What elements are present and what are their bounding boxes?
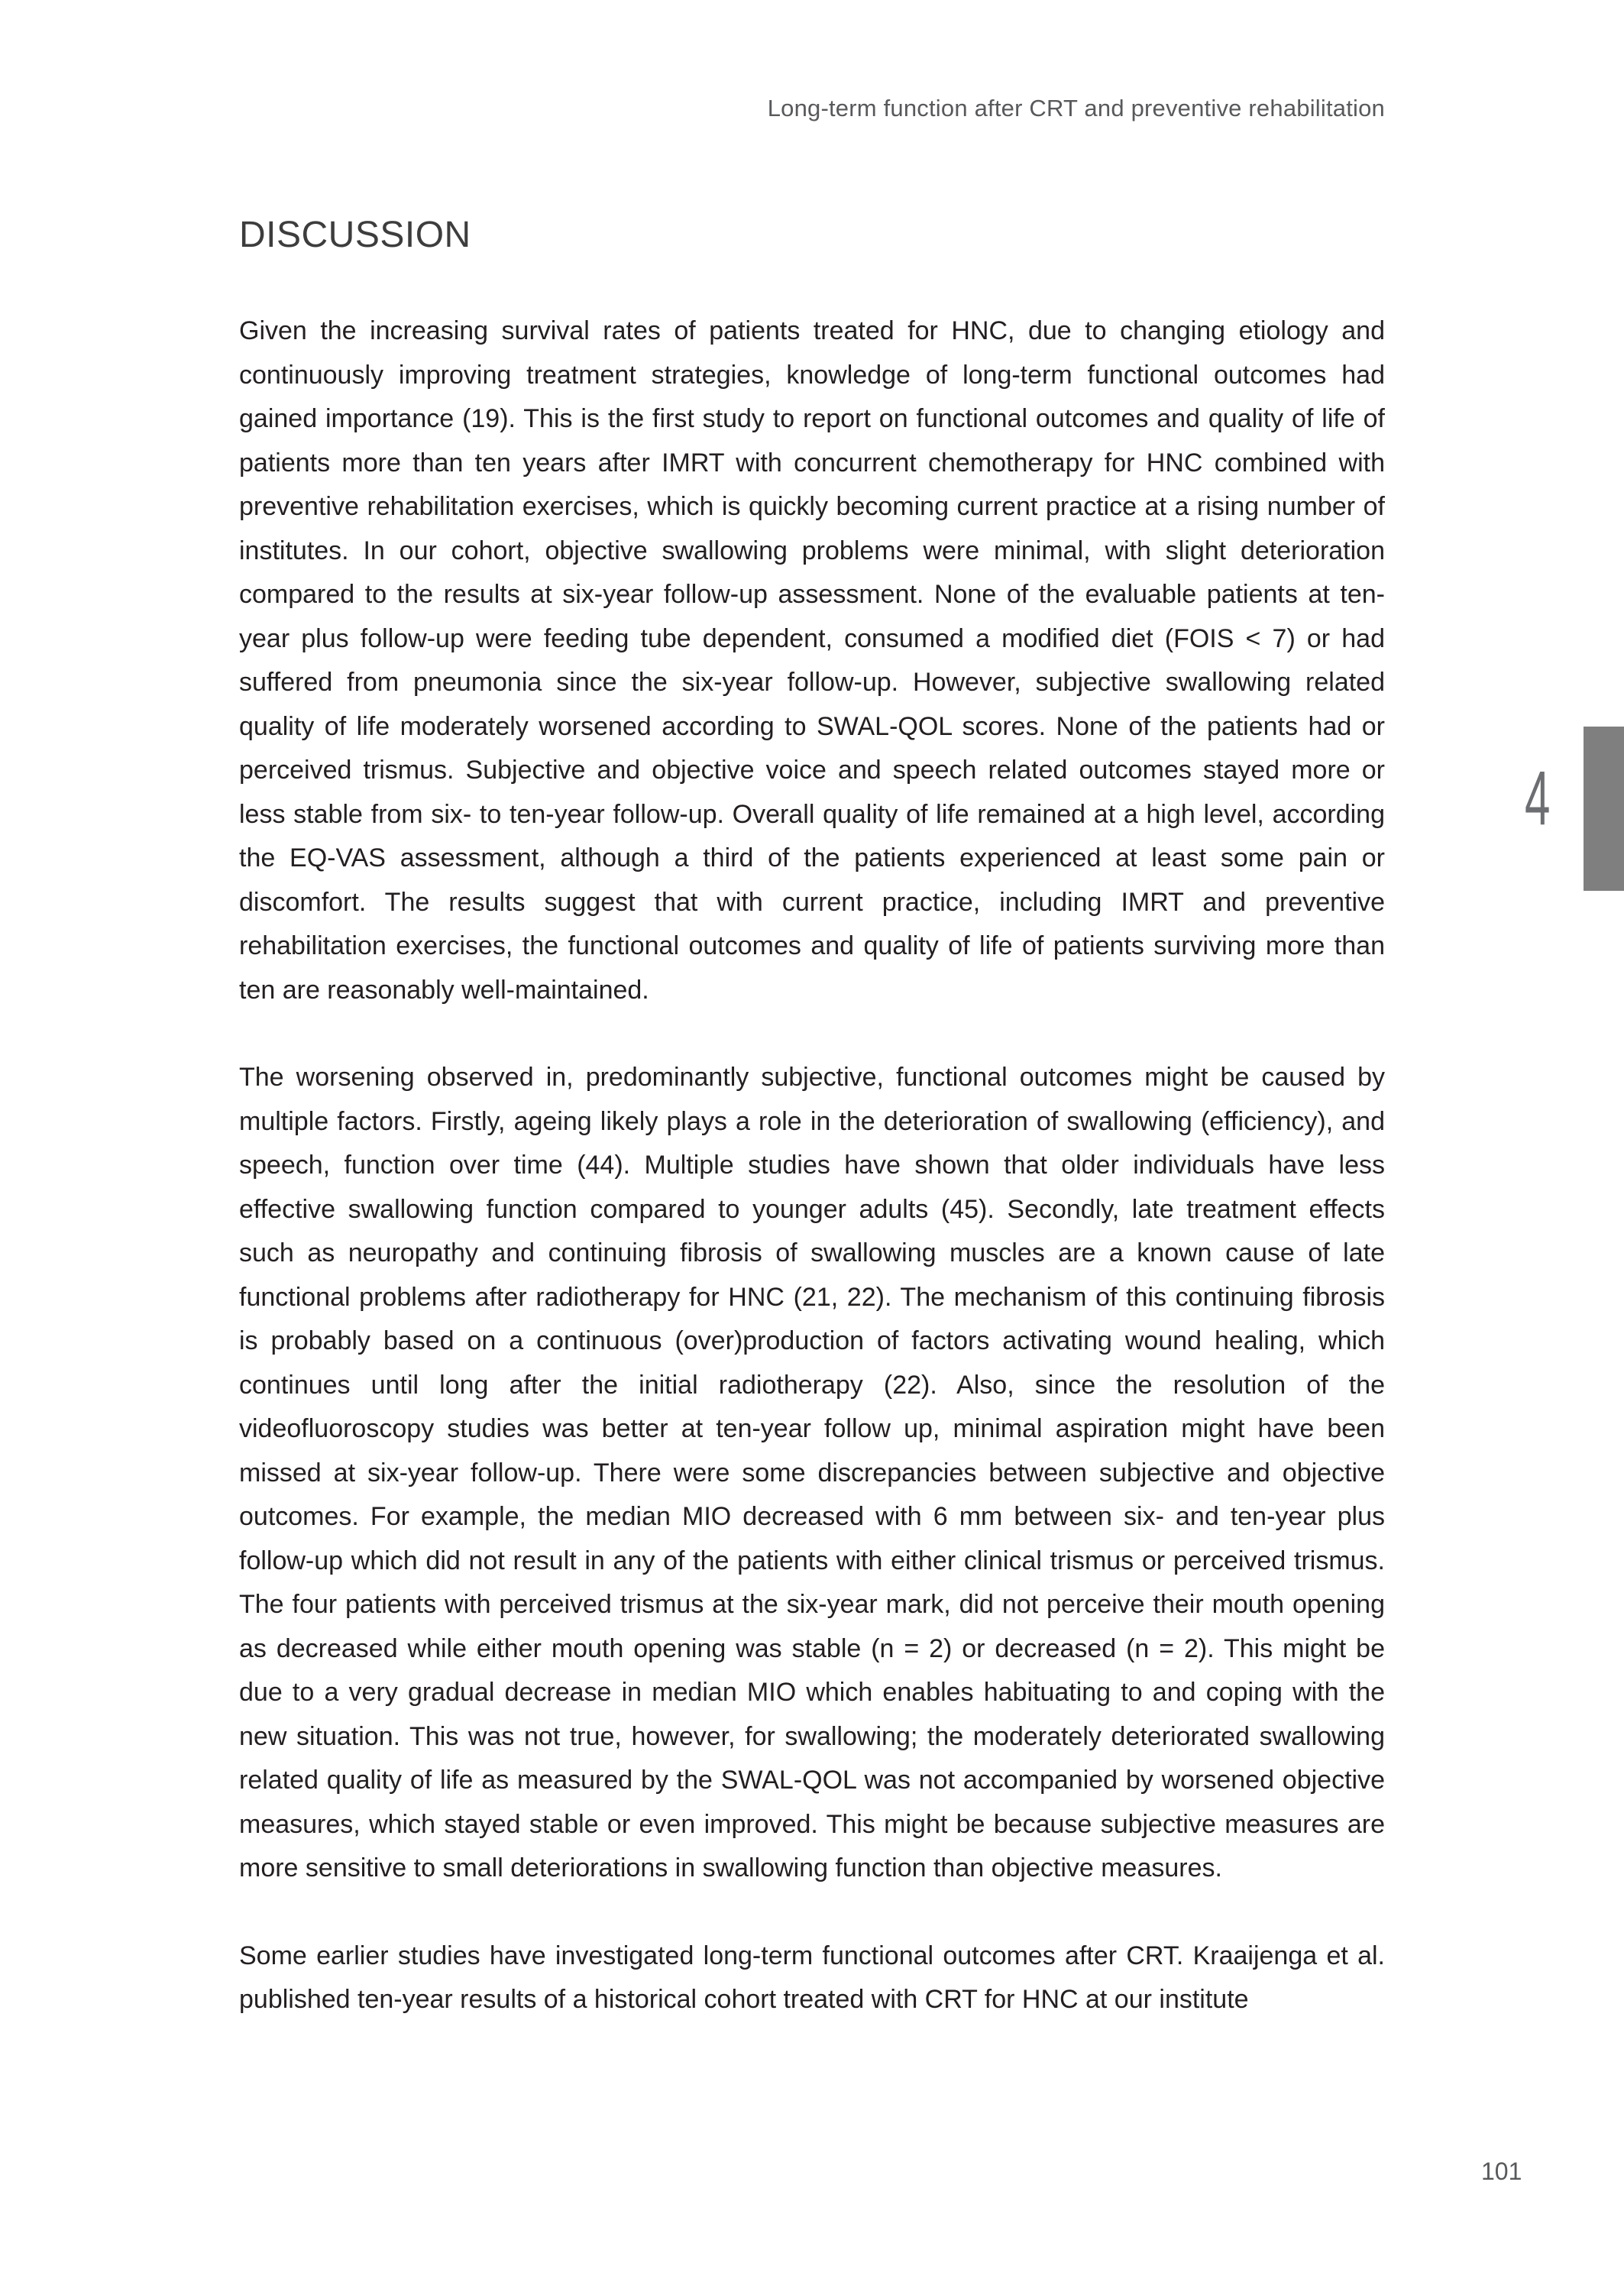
body-text bbox=[239, 309, 1385, 2066]
page-number: 101 bbox=[1481, 2158, 1522, 2185]
paragraph-3: Some earlier studies have investigated long-term functional outcomes after CRT. Kraaijenga et al. published ten-year results of a historical cohort treated with CRT for HNC at our institute bbox=[239, 1941, 1385, 2014]
chapter-number: 4 bbox=[1525, 756, 1551, 841]
chapter-tab bbox=[1584, 727, 1624, 891]
paragraph-2: The worsening observed in, predominantly subjective, functional outcomes might be caused by multiple factors. Firstly, ageing likely plays a role in the deterioration of swallowing (efficiency), and speech, function over time (44). Multiple studies have shown that older individuals have less effective swallowing function compared to younger adults (45). Secondly, late treatment effects such as neuropathy and continuing fibrosis of swallowing muscles are a known cause of late functional problems after radiotherapy for HNC (21, 22). The mechanism of this continuing fibrosis is probably based on a continuous (over)production of factors activating wound healing, which continues until long after the initial radiotherapy (22). Also, since the resolution of the videofluoroscopy studies was better at ten-year follow up, minimal aspiration might have been missed at six-year follow-up. There were some discrepancies between subjective and objective outcomes. For example, the median MIO decreased with 6 mm between six- and ten-year plus follow-up which did not result in any of the patients with either clinical trismus or perceived trismus. The four patients with perceived trismus at the six-year mark, did not perceive their mouth opening as decreased while either mouth opening was stable (n = 2) or decreased (n = 2). This might be due to a very gradual decrease in median MIO which enables habituating to and coping with the new situation. This was not true, however, for swallowing; the moderately deteriorated swallowing related quality of life as measured by the SWAL-QOL was not accompanied by worsened objective measures, which stayed stable or even improved. This might be because subjective measures are more sensitive to small deteriorations in swallowing function than objective measures. bbox=[239, 1063, 1385, 1882]
paragraph-1: Given the increasing survival rates of patients treated for HNC, due to changing etiology and continuously improving treatment strategies, knowledge of long-term functional outcomes had gained importance (19). This is the first study to report on functional outcomes and quality of life of patients more than ten years after IMRT with concurrent chemotherapy for HNC combined with preventive rehabilitation exercises, which is quickly becoming current practice at a rising number of institutes. In our cohort, objective swallowing problems were minimal, with slight deterioration compared to the results at six-year follow-up assessment. None of the evaluable patients at ten-year plus follow-up were feeding tube dependent, consumed a modified diet (FOIS < 7) or had suffered from pneumonia since the six-year follow-up. However, subjective swallowing related quality of life moderately worsened according to SWAL-QOL scores. None of the patients had or perceived trismus. Subjective and objective voice and speech related outcomes stayed more or less stable from six- to ten-year follow-up. Overall quality of life remained at a high level, according the EQ-VAS assessment, although a third of the patients experienced at least some pain or discomfort. The results suggest that with current practice, including IMRT and preventive rehabilitation exercises, the functional outcomes and quality of life of patients surviving more than ten are reasonably well-maintained. bbox=[239, 316, 1385, 1005]
section-heading: DISCUSSION bbox=[239, 215, 471, 255]
running-head: Long-term function after CRT and preventive rehabilitation bbox=[767, 95, 1385, 121]
